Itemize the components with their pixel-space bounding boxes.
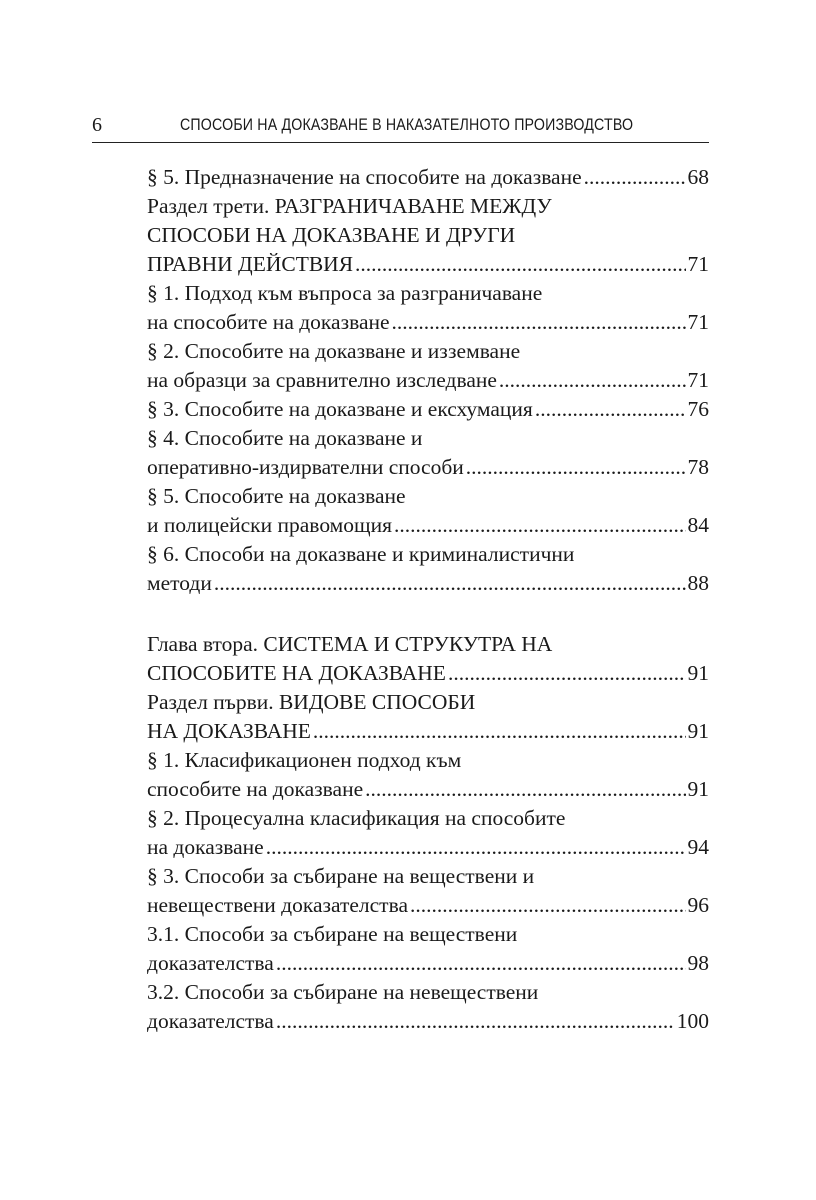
toc-entry-title: СПОСОБИТЕ НА ДОКАЗВАНЕ xyxy=(147,661,446,685)
toc-entry-final-line xyxy=(147,163,709,192)
table-of-contents xyxy=(147,163,709,1036)
toc-entry[interactable] xyxy=(147,279,709,337)
toc-entry-line: § 5. Способите на доказване xyxy=(147,484,406,508)
toc-page-number: 71 xyxy=(687,310,709,334)
toc-entry-title: доказателства xyxy=(147,951,274,975)
dot-leader xyxy=(266,833,686,862)
toc-entry[interactable] xyxy=(147,540,709,598)
toc-entry[interactable] xyxy=(147,337,709,395)
dot-leader xyxy=(448,659,686,688)
toc-entry-line: § 1. Класификационен подход към xyxy=(147,748,462,772)
toc-entry[interactable] xyxy=(147,746,709,804)
toc-entry-final-line xyxy=(147,659,709,688)
toc-entry-title: невеществени доказателства xyxy=(147,893,408,917)
toc-entry[interactable] xyxy=(147,862,709,920)
toc-entry-title: § 5. Предназначение на способите на доказване xyxy=(147,165,582,189)
toc-entry-line: 3.2. Способи за събиране на невеществени xyxy=(147,980,539,1004)
toc-entry-line: § 2. Процесуална класификация на способите xyxy=(147,806,566,830)
dot-leader xyxy=(276,949,686,978)
toc-entry-line: Глава втора. СИСТЕМА И СТРУКУТРА НА xyxy=(147,632,553,656)
running-title: СПОСОБИ НА ДОКАЗВАНЕ В НАКАЗАТЕЛНОТО ПРОИЗВОДСТВО xyxy=(180,116,634,134)
toc-group-chapter-two xyxy=(147,630,709,1036)
toc-entry-title: на доказване xyxy=(147,835,264,859)
toc-entry[interactable] xyxy=(147,978,709,1036)
toc-page-number: 94 xyxy=(687,835,709,859)
toc-page-number: 98 xyxy=(687,951,709,975)
toc-entry-final-line xyxy=(147,569,709,598)
toc-entry-final-line xyxy=(147,775,709,804)
toc-entry-final-line xyxy=(147,395,709,424)
toc-entry[interactable] xyxy=(147,630,709,688)
dot-leader xyxy=(313,717,686,746)
dot-leader xyxy=(394,511,686,540)
dot-leader xyxy=(214,569,686,598)
toc-page-number: 91 xyxy=(687,777,709,801)
toc-entry-title: ПРАВНИ ДЕЙСТВИЯ xyxy=(147,252,354,276)
toc-entry[interactable] xyxy=(147,424,709,482)
toc-entry-final-line xyxy=(147,949,709,978)
toc-entry-final-line xyxy=(147,717,709,746)
dot-leader xyxy=(466,453,686,482)
toc-page-number: 96 xyxy=(687,893,709,917)
dot-leader xyxy=(499,366,686,395)
dot-leader xyxy=(410,891,686,920)
toc-entry-line: СПОСОБИ НА ДОКАЗВАНЕ И ДРУГИ xyxy=(147,223,516,247)
toc-entry-line: 3.1. Способи за събиране на веществени xyxy=(147,922,518,946)
toc-entry-final-line xyxy=(147,366,709,395)
toc-entry-title: способите на доказване xyxy=(147,777,364,801)
toc-entry-title: методи xyxy=(147,571,212,595)
toc-page-number: 76 xyxy=(687,397,709,421)
toc-page-number: 88 xyxy=(687,571,709,595)
toc-page-number: 71 xyxy=(687,252,709,276)
toc-entry-title: и полицейски правомощия xyxy=(147,513,392,537)
toc-entry[interactable] xyxy=(147,395,709,424)
toc-entry-line: § 6. Способи на доказване и криминалистични xyxy=(147,542,575,566)
toc-entry-title: оперативно-издирвателни способи xyxy=(147,455,464,479)
toc-group-chapter-one xyxy=(147,163,709,598)
toc-page-number: 68 xyxy=(687,165,709,189)
toc-entry-title: НА ДОКАЗВАНЕ xyxy=(147,719,311,743)
section-gap xyxy=(147,598,709,630)
toc-entry-final-line xyxy=(147,308,709,337)
toc-entry-line: Раздел трети. РАЗГРАНИЧАВАНЕ МЕЖДУ xyxy=(147,194,552,218)
toc-entry[interactable] xyxy=(147,163,709,192)
toc-entry[interactable] xyxy=(147,688,709,746)
page-number: 6 xyxy=(92,114,102,136)
toc-entry-line: Раздел първи. ВИДОВЕ СПОСОБИ xyxy=(147,690,476,714)
toc-entry-line: § 1. Подход към въпроса за разграничаване xyxy=(147,281,543,305)
toc-page-number: 91 xyxy=(687,661,709,685)
toc-entry[interactable] xyxy=(147,920,709,978)
toc-entry-final-line xyxy=(147,250,709,279)
toc-entry[interactable] xyxy=(147,804,709,862)
toc-page-number: 100 xyxy=(676,1009,709,1033)
dot-leader xyxy=(365,775,685,804)
dot-leader xyxy=(535,395,686,424)
running-header xyxy=(92,112,709,143)
dot-leader xyxy=(355,250,685,279)
toc-entry-final-line xyxy=(147,891,709,920)
toc-entry-final-line xyxy=(147,511,709,540)
toc-entry-title: на способите на доказване xyxy=(147,310,390,334)
toc-entry[interactable] xyxy=(147,482,709,540)
toc-page-number: 78 xyxy=(687,455,709,479)
toc-entry-line: § 2. Способите на доказване и изземване xyxy=(147,339,521,363)
toc-entry-title: доказателства xyxy=(147,1009,274,1033)
toc-entry-line: § 4. Способите на доказване и xyxy=(147,426,423,450)
dot-leader xyxy=(584,163,686,192)
toc-entry-final-line xyxy=(147,833,709,862)
toc-entry-line: § 3. Способи за събиране на веществени и xyxy=(147,864,535,888)
toc-entry[interactable] xyxy=(147,192,709,279)
toc-entry-final-line xyxy=(147,453,709,482)
toc-page-number: 71 xyxy=(687,368,709,392)
toc-page-number: 91 xyxy=(687,719,709,743)
toc-entry-title: на образци за сравнително изследване xyxy=(147,368,497,392)
dot-leader xyxy=(392,308,686,337)
toc-entry-final-line xyxy=(147,1007,709,1036)
dot-leader xyxy=(276,1007,675,1036)
toc-page-number: 84 xyxy=(687,513,709,537)
toc-entry-title: § 3. Способите на доказване и ексхумация xyxy=(147,397,533,421)
